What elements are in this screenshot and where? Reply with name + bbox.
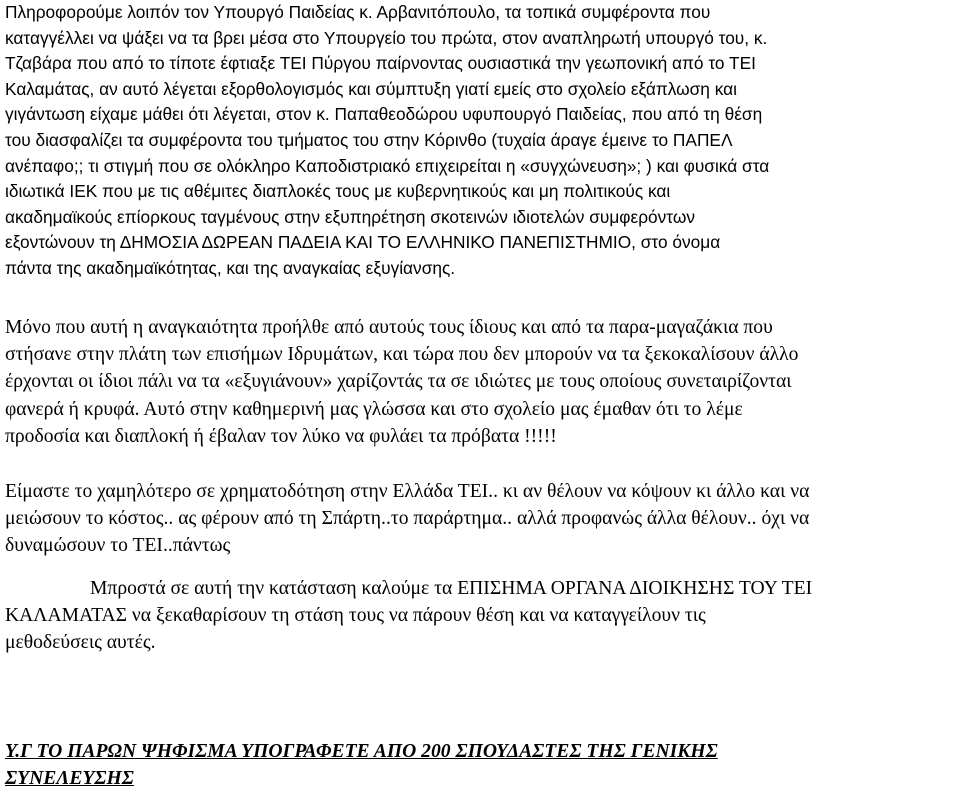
text-line: καταγγέλλει να ψάξει να τα βρει μέσα στο Υπουργείο του πρώτα, στον αναπληρωτή υπουργό του, κ. (5, 27, 768, 48)
text-line: Είμαστε το χαμηλότερο σε χρηματοδότηση στην Ελλάδα ΤΕΙ.. κι αν θέλουν να κόψουν κι άλλο και να (5, 481, 810, 502)
text-line: δυναμώσουν το ΤΕΙ..πάντως (5, 535, 231, 557)
postscript-signature-note (5, 738, 957, 792)
paragraph-ministry-criticism (5, 0, 957, 282)
text-line: φανερά ή κρυφά. Αυτό στην καθημερινή μας γλώσσα και στο σχολείο μας έμαθαν ότι το λέμε (5, 398, 743, 420)
paragraph-funding (5, 478, 957, 560)
text-line: ΣΥΝΕΛΕΥΣΗΣ (5, 768, 134, 789)
text-line: Τζαβάρα που από το τίποτε έφτιαξε ΤΕΙ Πύργου παίρνοντας ουσιαστικά την γεωπονική από το ΤΕΙ (5, 53, 756, 74)
text-line: ακαδημαϊκούς επίορκους ταγμένους στην εξυπηρέτηση σκοτεινών ιδιοτελών συμφερόντων (5, 206, 696, 227)
text-line: γιγάντωση είχαμε μάθει ότι λέγεται, στον κ. Παπαθεοδώρου υφυπουργό Παιδείας, που από τη θέση (5, 104, 763, 125)
text-line: ιδιωτικά ΙΕΚ που με τις αθέμιτες διαπλοκές τους με κυβερνητικούς και μη πολιτικούς και (5, 181, 671, 202)
text-line: Καλαμάτας, αν αυτό λέγεται εξορθολογισμός και σύμπτυξη γιατί εμείς στο σχολείο εξάπλωση και (5, 78, 737, 99)
text-line: ΚΑΛΑΜΑΤΑΣ να ξεκαθαρίσουν τη στάση τους να πάρουν θέση και να καταγγείλουν τις (5, 605, 706, 627)
text-line: έρχονται οι ίδιοι πάλι να τα «εξυγιάνουν» χαρίζοντάς τα σε ιδιώτες με τους οποίους συνεταιρίζονται (5, 371, 792, 393)
text-line: Υ.Γ ΤΟ ΠΑΡΩΝ ΨΗΦΙΣΜΑ ΥΠΟΓΡΑΦΕΤΕ ΑΠΟ 200 ΣΠΟΥΔΑΣΤΕΣ ΤΗΣ ΓΕΝΙΚΗΣ (5, 741, 718, 762)
text-line: Πληροφορούμε λοιπόν τον Υπουργό Παιδείας κ. Αρβανιτόπουλο, τα τοπικά συμφέροντα που (5, 2, 711, 22)
text-line: μειώσουν το κόστος.. ας φέρουν από τη Σπάρτη..το παράρτημα.. αλλά προφανώς άλλα θέλουν.. όχι να (5, 508, 810, 530)
text-line: ανέπαφο;; τι στιγμή που σε ολόκληρο Καποδιστριακό επιχειρείται η «συγχώνευση»; ) και φυσικά στα (5, 155, 770, 176)
paragraph-call-to-action (5, 575, 957, 657)
text-line: Μόνο που αυτή η αναγκαιότητα προήλθε από αυτούς τους ίδιους και από τα παρα-μαγαζάκια που (5, 317, 773, 338)
text-line: πάντα της ακαδημαϊκότητας, και της αναγκαίας εξυγίανσης. (5, 257, 456, 278)
text-line: του διασφαλίζει τα συμφέροντα του τμήματος του στην Κόρινθο (τυχαία άραγε έμεινε το ΠΑΠΕΛ (5, 129, 733, 150)
paragraph-necessity (5, 314, 957, 450)
text-line: προδοσία και διαπλοκή ή έβαλαν τον λύκο να φυλάει τα πρόβατα !!!!! (5, 425, 557, 447)
text-line: εξοντώνουν τη ΔΗΜΟΣΙΑ ΔΩΡΕΑΝ ΠΑΔΕΙΑ ΚΑΙ ΤΟ ΕΛΛΗΝΙΚΟ ΠΑΝΕΠΙΣΤΗΜΙΟ, στο όνομα (5, 232, 721, 253)
text-line: Μπροστά σε αυτή την κατάσταση καλούμε τα ΕΠΙΣΗΜΑ ΟΡΓΑΝΑ ΔΙΟΙΚΗΣΗΣ ΤΟΥ ΤΕΙ (90, 578, 813, 599)
text-line: στήσανε στην πλάτη των επισήμων Ιδρυμάτων, και τώρα που δεν μπορούν να τα ξεκοκαλίσουν άλλο (5, 344, 799, 366)
text-line: μεθοδεύσεις αυτές. (5, 632, 156, 654)
